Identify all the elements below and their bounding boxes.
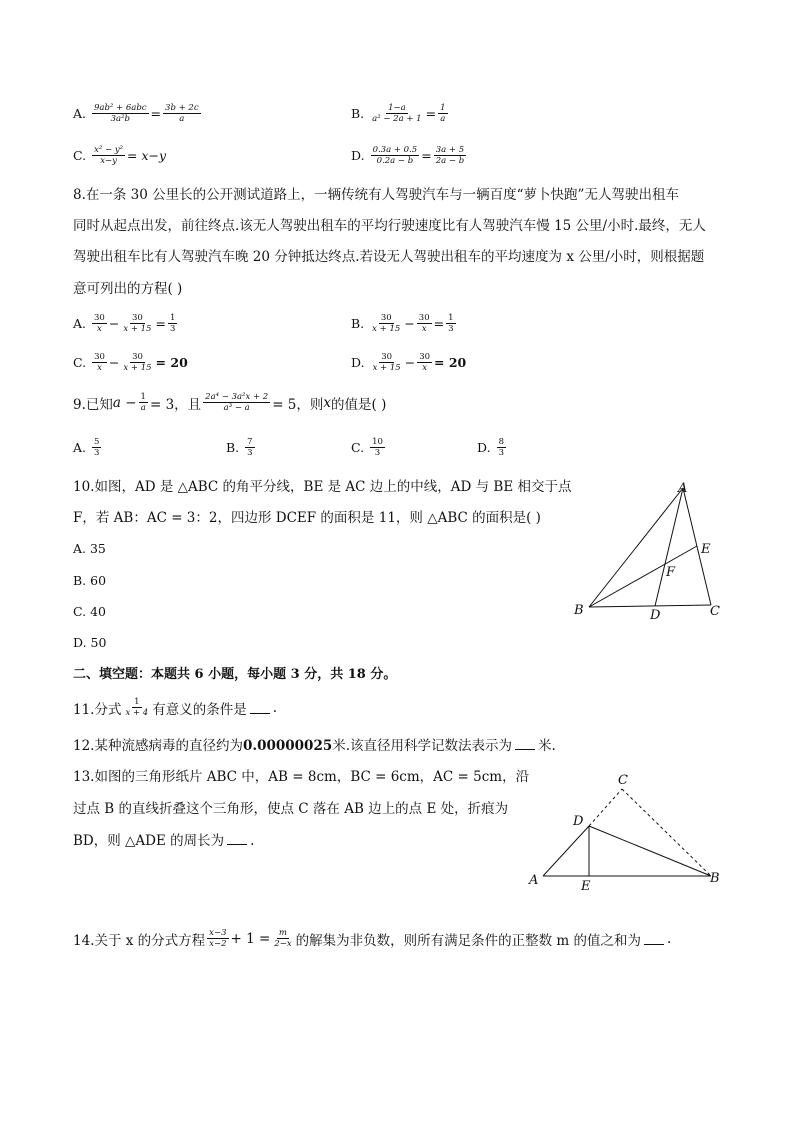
fraction [371, 352, 403, 373]
q8-line-1: 8.在一条 30 公里长的公开测试道路上，一辆传统有人驾驶汽车与一辆百度“萝卜快跑”无人驾驶出租车 [73, 187, 679, 203]
equals-sign: = [150, 106, 162, 121]
q8-line-3: 驾驶出租车比有人驾驶汽车晚 20 分钟抵达终点.若设无人驾驶出租车的平均速度为 x 公里/小时，则根据题 [73, 249, 705, 265]
denominator: x + 4 [125, 708, 149, 718]
q7-option-a [73, 103, 203, 124]
denominator: 2−x [274, 939, 292, 949]
label-a: A [678, 481, 688, 496]
numerator: 30 [94, 352, 105, 362]
option-label: B. [351, 316, 365, 331]
q13-line-1: 13.如图的三角形纸片 ABC 中，AB = 8cm，BC = 6cm，AC = 5cm，沿 [73, 769, 530, 785]
fraction [417, 352, 432, 373]
numerator: 1−a [388, 103, 406, 113]
fraction [272, 928, 293, 949]
q9-option-c [351, 437, 387, 458]
denominator: x + 15 [123, 324, 152, 334]
denominator: 3 [169, 324, 176, 334]
numerator: 30 [131, 313, 143, 323]
numerator: 8 [498, 437, 504, 447]
option-label: C. [73, 355, 87, 370]
q9-expression-rhs: = 5，则 [272, 396, 324, 413]
label-f: F [666, 565, 676, 580]
equation-rhs: = 20 [434, 355, 467, 370]
equals-sign: = [421, 148, 432, 163]
q12-prefix: 12.某种流感病毒的直径约为 [73, 738, 243, 754]
fraction [92, 103, 149, 124]
q8-option-c [73, 352, 188, 373]
q9-suffix: 的值是( ) [331, 396, 387, 413]
fraction [207, 928, 228, 949]
fraction [92, 352, 107, 373]
equals-sign: = [425, 106, 437, 121]
numerator: 10 [372, 437, 383, 447]
numerator: 30 [94, 313, 105, 323]
answer-blank[interactable] [227, 832, 247, 845]
q14-suffix: 的解集为非负数，则所有满足条件的正整数 m 的值之和为 [295, 932, 642, 949]
option-label: C. [351, 440, 365, 455]
label-b: B [710, 871, 720, 886]
denominator: x [97, 324, 102, 334]
operator: − [108, 355, 120, 370]
numerator: x² − y² [94, 145, 124, 155]
segment-be [589, 546, 697, 607]
numerator: 2a⁴ − 3a²x + 2 [205, 392, 269, 402]
denominator: 3 [94, 448, 100, 458]
segment-bd [589, 826, 711, 876]
fraction [438, 103, 447, 124]
option-label: D. [477, 440, 491, 455]
answer-blank[interactable] [515, 737, 535, 750]
fraction [497, 437, 506, 458]
q7-option-b [351, 103, 450, 124]
q13-line-3 [73, 832, 254, 850]
segment-ad [543, 826, 589, 876]
numerator: 5 [94, 437, 100, 447]
q9-variable: x [323, 394, 332, 411]
q13-fold-figure [525, 768, 730, 893]
numerator: 1 [448, 313, 454, 323]
q13-end: . [250, 833, 255, 849]
option-label: C. [73, 148, 87, 163]
denominator: x [422, 363, 427, 373]
operator: − [404, 355, 416, 370]
label-e: E [701, 542, 711, 557]
fraction [121, 352, 153, 373]
segment-cb [622, 789, 711, 876]
q10-line-1: 10.如图，AD 是 △ABC 的角平分线，BE 是 AC 边上的中线，AD 与 BE 相交于点 [73, 479, 572, 495]
q10-option-b: B. 60 [73, 573, 107, 588]
denominator: 3 [374, 448, 381, 458]
denominator: a [140, 403, 146, 413]
option-label: A. [73, 440, 87, 455]
fraction [123, 697, 150, 718]
fraction [203, 392, 270, 413]
denominator: x−y [100, 156, 117, 166]
denominator: a [440, 114, 446, 124]
equation-rhs: = x−y [127, 148, 167, 163]
numerator: 30 [381, 352, 393, 362]
fraction [370, 103, 423, 124]
fraction [370, 437, 385, 458]
option-label: D. [351, 148, 365, 163]
fraction [92, 313, 107, 334]
denominator: 0.2a − b [376, 156, 414, 166]
q9-option-a [73, 437, 103, 458]
answer-blank[interactable] [250, 701, 270, 714]
denominator: x−2 [209, 939, 227, 949]
equals-sign: = [155, 316, 166, 331]
numerator: 30 [419, 352, 431, 362]
q7-option-c [73, 145, 166, 166]
q9-option-b [226, 437, 257, 458]
q13-line-2: 过点 B 的直线折叠这个三角形，使点 C 落在 AB 边上的点 E 处，折痕为 [73, 801, 509, 817]
answer-blank[interactable] [644, 932, 664, 945]
label-b: B [574, 603, 584, 618]
q8-line-4: 意可列出的方程( ) [73, 281, 183, 297]
denominator: 3 [498, 448, 504, 458]
denominator: x [421, 324, 427, 334]
numerator: 0.3a + 0.5 [372, 145, 418, 155]
q14-middle: + 1 = [230, 930, 271, 947]
numerator: 1 [169, 313, 176, 323]
numerator: 30 [132, 352, 143, 362]
fraction [371, 145, 420, 166]
numerator: 30 [380, 313, 392, 323]
q9-condition: a − [112, 394, 137, 411]
fraction [121, 313, 153, 334]
denominator: 3a²b [110, 114, 130, 124]
q8-line-2: 同时从起点出发，前往终点.该无人驾驶出租车的平均行驶速度比有人驾驶汽车慢 15 公里/小时.最终，无人 [73, 218, 706, 234]
q7-option-d [351, 145, 468, 166]
denominator: 2a − b [435, 156, 465, 166]
fraction [168, 313, 177, 334]
section-2-heading: 二、填空题：本题共 6 小题，每小题 3 分，共 18 分。 [73, 667, 397, 682]
fraction [139, 392, 148, 413]
numerator: 7 [247, 437, 253, 447]
q8-option-b [351, 313, 458, 334]
q10-triangle-figure [570, 478, 730, 623]
fraction [434, 145, 466, 166]
q11-suffix: 有意义的条件是 [152, 701, 247, 718]
denominator: x + 15 [123, 363, 152, 373]
denominator: x + 15 [372, 324, 401, 334]
fraction [245, 437, 254, 458]
q12-middle: 米.该直径用科学记数法表示为 [332, 738, 513, 754]
label-c: C [618, 773, 628, 788]
operator: − [108, 316, 120, 331]
segment-bc [589, 605, 711, 607]
denominator: x + 15 [372, 363, 401, 373]
denominator: a² − 2a + 1 [372, 114, 422, 124]
label-a: A [529, 873, 539, 888]
segment-dc [589, 789, 622, 826]
denominator: 3 [247, 448, 253, 458]
option-label: A. [73, 106, 87, 121]
fraction [92, 437, 101, 458]
q8-option-a [73, 313, 179, 334]
fraction [446, 313, 455, 334]
label-c: C [710, 604, 720, 619]
fraction [417, 313, 432, 334]
q9-option-d [477, 437, 508, 458]
label-d: D [650, 608, 661, 623]
fraction [92, 145, 125, 166]
option-label: B. [351, 106, 365, 121]
denominator: a [179, 114, 185, 124]
option-label: B. [226, 440, 240, 455]
numerator: x−3 [209, 928, 227, 938]
q12-end: 米. [538, 738, 556, 754]
numerator: m [278, 928, 287, 938]
denominator: 3 [448, 324, 454, 334]
fraction [370, 313, 402, 334]
label-e: E [581, 879, 591, 893]
q10-line-2: F，若 AB：AC = 3：2，四边形 DCEF 的面积是 11，则 △ABC 的面积是( ) [73, 510, 541, 526]
numerator: 30 [418, 313, 430, 323]
q11 [73, 697, 277, 718]
q12-number: 0.00000025 [242, 738, 333, 754]
option-label: A. [73, 316, 87, 331]
q11-end: . [272, 699, 278, 716]
numerator: 1 [140, 392, 146, 402]
numerator: 3b + 2c [165, 103, 199, 113]
numerator: 3a + 5 [435, 145, 465, 155]
numerator: 1 [440, 103, 446, 113]
q14-end: . [667, 930, 672, 947]
q9-prefix: 9.已知 [73, 396, 113, 413]
q14 [73, 928, 671, 949]
q10-option-c: C. 40 [73, 604, 106, 619]
equals-sign: = [433, 316, 445, 331]
q9-stem [73, 392, 386, 413]
numerator: 1 [134, 697, 140, 707]
denominator: x [97, 363, 102, 373]
q9-condition-rhs: = 3，且 [149, 396, 202, 413]
equation-rhs: = 20 [155, 355, 188, 370]
q8-option-d [351, 352, 466, 373]
option-label: D. [351, 355, 365, 370]
q13-line-3-text: BD，则 △ADE 的周长为 [73, 833, 225, 849]
q10-option-a: A. 35 [73, 541, 106, 556]
fraction [163, 103, 201, 124]
numerator: 9ab² + 6abc [94, 103, 147, 113]
operator: − [404, 316, 415, 331]
label-d: D [573, 814, 584, 829]
q14-prefix: 14.关于 x 的分式方程 [73, 932, 206, 949]
q12 [73, 737, 556, 755]
denominator: a³ − a [223, 403, 250, 413]
q11-prefix: 11.分式 [73, 701, 122, 718]
q10-option-d: D. 50 [73, 635, 107, 650]
